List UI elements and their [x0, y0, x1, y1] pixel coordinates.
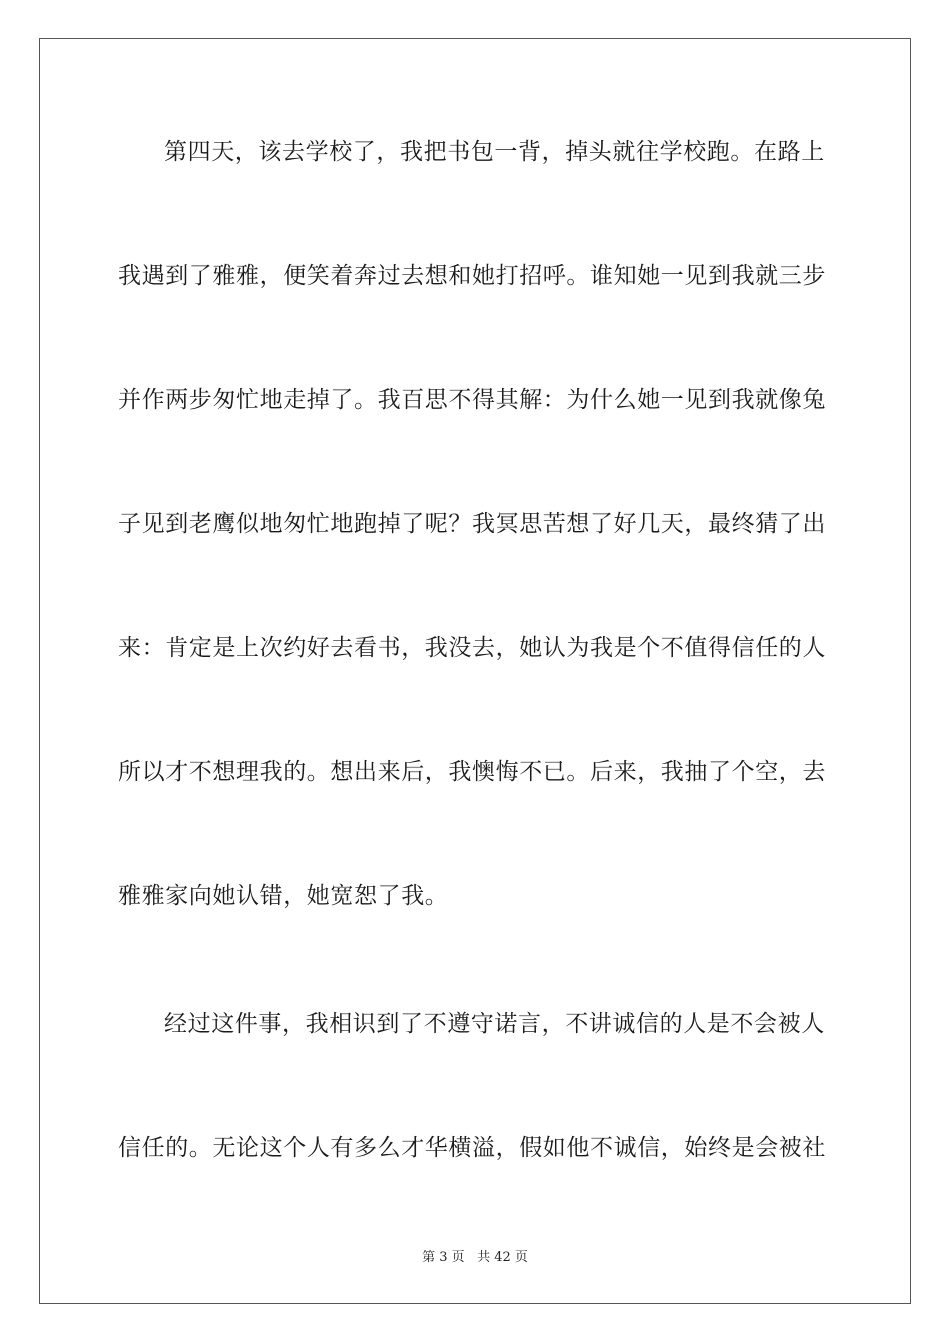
- paragraph-1-line-6: 所以才不想理我的。想出来后，我懊悔不已。后来，我抽了个空，去: [118, 759, 826, 785]
- paragraph-1-line-7: 雅雅家向她认错，她宽恕了我。: [118, 883, 449, 909]
- paragraph-2-line-1: 经过这件事，我相识到了不遵守诺言，不讲诚信的人是不会被人: [164, 1011, 825, 1037]
- page-border: [39, 38, 911, 1304]
- paragraph-1-line-1: 第四天，该去学校了，我把书包一背，掉头就往学校跑。在路上: [164, 139, 825, 165]
- paragraph-1-line-2: 我遇到了雅雅，便笑着奔过去想和她打招呼。谁知她一见到我就三步: [118, 263, 826, 289]
- paragraph-1-line-3: 并作两步匆忙地走掉了。我百思不得其解：为什么她一见到我就像兔: [118, 387, 826, 413]
- paragraph-1-line-4: 子见到老鹰似地匆忙地跑掉了呢？我冥思苦想了好几天，最终猜了出: [118, 511, 826, 537]
- paragraph-2-line-2: 信任的。无论这个人有多么才华横溢，假如他不诚信，始终是会被社: [118, 1135, 826, 1161]
- page-number: 第 3 页: [422, 1250, 465, 1265]
- paragraph-1-line-5: 来：肯定是上次约好去看书，我没去，她认为我是个不值得信任的人: [118, 635, 826, 661]
- page-total: 共 42 页: [477, 1250, 528, 1265]
- page-footer: [0, 1246, 950, 1265]
